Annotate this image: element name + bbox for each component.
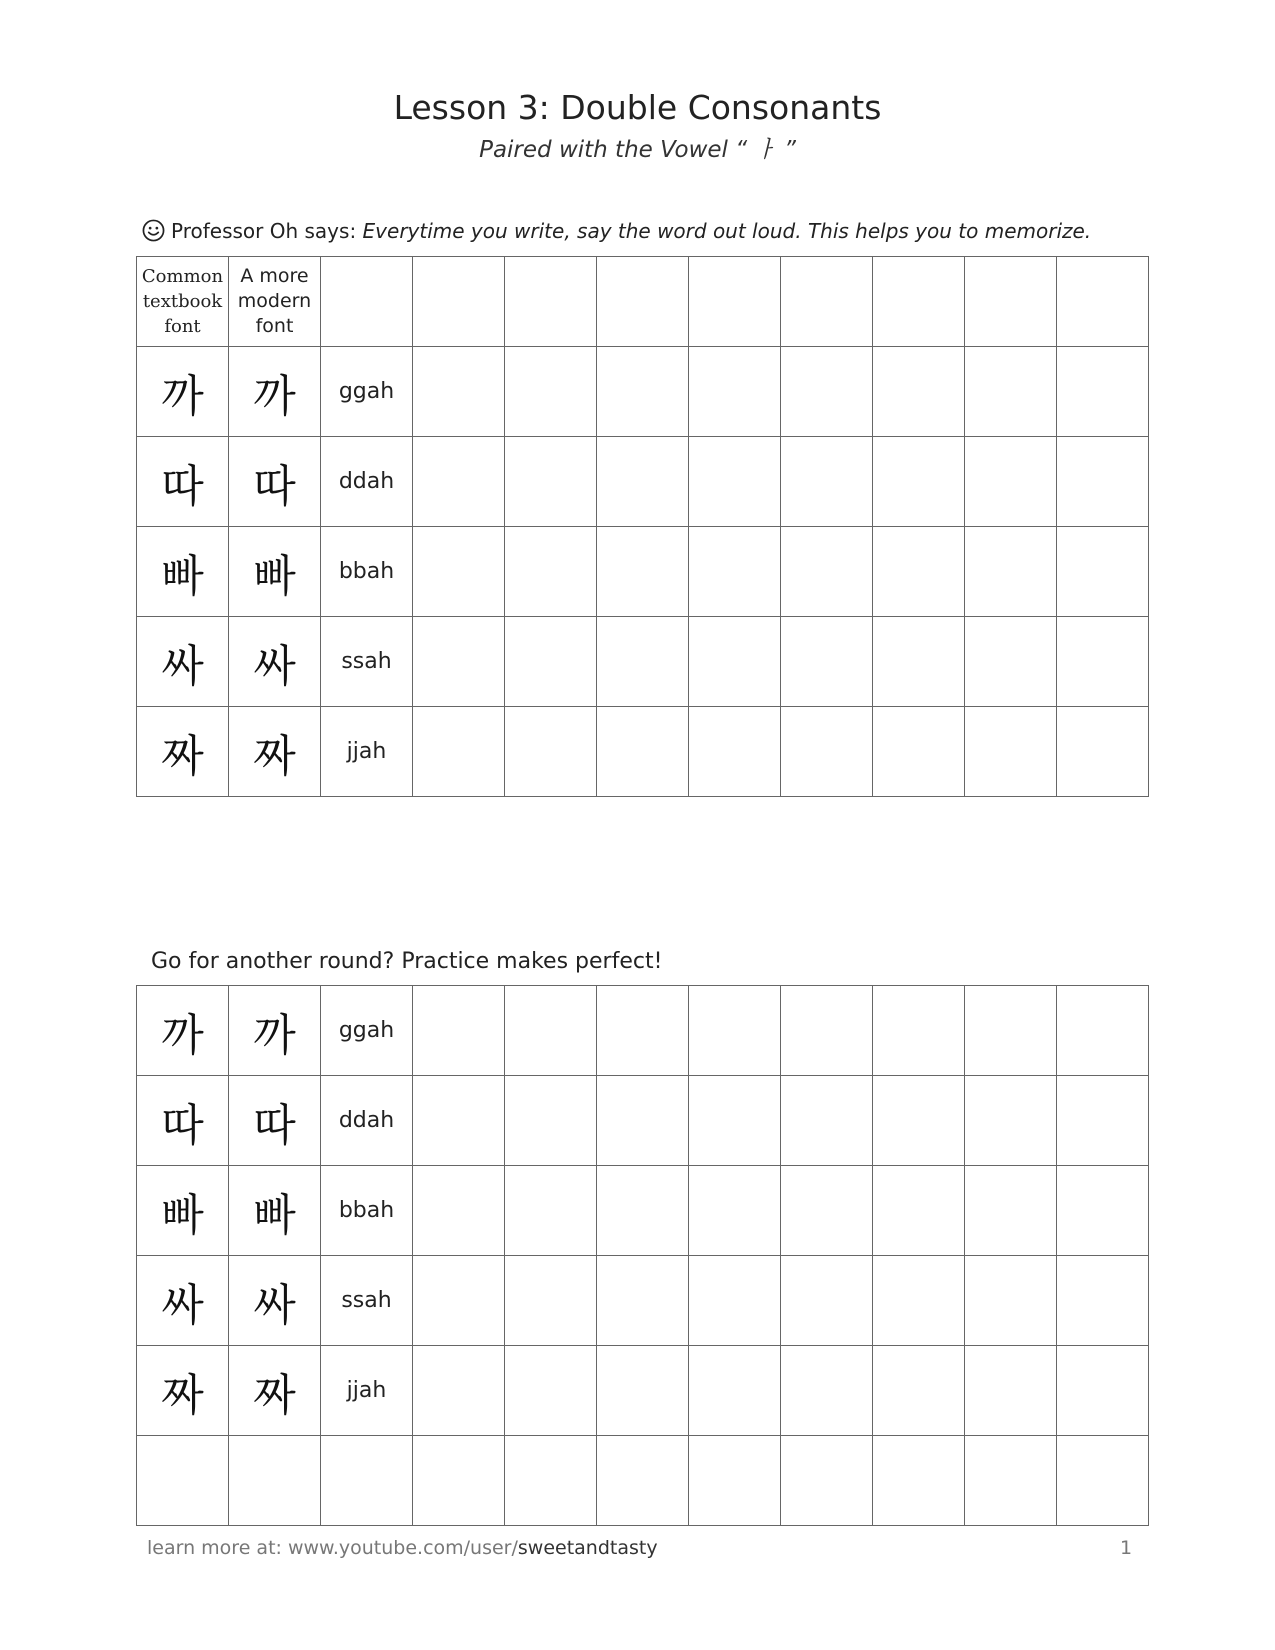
practice-row	[137, 437, 1149, 527]
header-cell-modern	[229, 257, 321, 347]
textbook-glyph: 싸	[161, 640, 204, 692]
modern-glyph: 싸	[253, 640, 296, 692]
blank-practice-row	[137, 1436, 1149, 1526]
practice-row	[137, 1166, 1149, 1256]
tip-label: Professor Oh says:	[171, 219, 357, 243]
textbook-glyph-cell	[137, 1346, 229, 1436]
textbook-glyph: 짜	[161, 1369, 204, 1421]
practice-cell[interactable]	[965, 1166, 1057, 1256]
practice-cell[interactable]	[689, 1076, 781, 1166]
practice-cell[interactable]	[965, 1076, 1057, 1166]
textbook-glyph-cell	[137, 707, 229, 797]
practice-cell[interactable]	[873, 1256, 965, 1346]
textbook-glyph: 싸	[161, 1279, 204, 1331]
practice-cell[interactable]	[413, 257, 505, 347]
practice-cell[interactable]	[965, 1256, 1057, 1346]
romanization: ddah	[338, 1108, 395, 1133]
practice-cell[interactable]	[689, 437, 781, 527]
practice-cell[interactable]	[689, 707, 781, 797]
practice-cell[interactable]	[505, 1436, 597, 1526]
practice-cell[interactable]	[781, 986, 873, 1076]
practice-cell[interactable]	[1057, 707, 1149, 797]
romanization-cell	[321, 1256, 413, 1346]
romanization-cell	[321, 437, 413, 527]
modern-glyph: 빠	[253, 1189, 296, 1241]
textbook-glyph-cell	[137, 1166, 229, 1256]
footer-channel: sweetandtasty	[517, 1537, 658, 1559]
practice-cell[interactable]	[597, 707, 689, 797]
romanization-cell	[321, 1166, 413, 1256]
modern-glyph: 따	[253, 460, 296, 512]
practice-cell[interactable]	[413, 527, 505, 617]
practice-cell[interactable]	[873, 707, 965, 797]
practice-cell[interactable]	[873, 1166, 965, 1256]
page-subtitle: Paired with the Vowel “ ㅏ ”	[479, 137, 796, 163]
modern-glyph: 까	[253, 370, 296, 422]
practice-cell[interactable]	[413, 707, 505, 797]
practice-cell[interactable]	[505, 257, 597, 347]
practice-cell[interactable]	[689, 1346, 781, 1436]
header-cell-textbook	[137, 257, 229, 347]
practice-cell[interactable]	[965, 1436, 1057, 1526]
practice-cell[interactable]	[873, 437, 965, 527]
page-number: 1	[1120, 1537, 1133, 1559]
practice-cell[interactable]	[505, 986, 597, 1076]
practice-cell[interactable]	[597, 1436, 689, 1526]
practice-cell[interactable]	[781, 1436, 873, 1526]
textbook-glyph: 까	[161, 370, 204, 422]
practice-cell[interactable]	[1057, 257, 1149, 347]
modern-glyph: 짜	[253, 1369, 296, 1421]
romanization: ggah	[338, 1018, 395, 1043]
smiley-face-icon	[142, 219, 165, 242]
practice-cell[interactable]	[1057, 437, 1149, 527]
textbook-glyph: 빠	[161, 1189, 204, 1241]
practice-cell[interactable]	[781, 527, 873, 617]
practice-cell[interactable]	[597, 986, 689, 1076]
practice-cell[interactable]	[597, 527, 689, 617]
practice-cell[interactable]	[413, 347, 505, 437]
practice-cell[interactable]	[1057, 986, 1149, 1076]
practice-cell[interactable]	[965, 617, 1057, 707]
practice-cell[interactable]	[413, 986, 505, 1076]
modern-glyph-cell	[229, 617, 321, 707]
practice-cell[interactable]	[505, 617, 597, 707]
modern-glyph: 짜	[253, 730, 296, 782]
romanization-cell	[321, 527, 413, 617]
romanization: bbah	[338, 1198, 395, 1223]
practice-cell[interactable]	[965, 1346, 1057, 1436]
practice-cell[interactable]	[413, 617, 505, 707]
practice-cell[interactable]	[505, 437, 597, 527]
romanization: ggah	[338, 379, 395, 404]
romanization-cell	[321, 347, 413, 437]
practice-row	[137, 527, 1149, 617]
practice-cell[interactable]	[1057, 617, 1149, 707]
textbook-glyph-cell	[137, 347, 229, 437]
practice-cell[interactable]	[229, 1436, 321, 1526]
practice-cell[interactable]	[597, 257, 689, 347]
practice-cell[interactable]	[689, 257, 781, 347]
practice-cell[interactable]	[689, 1256, 781, 1346]
practice-cell[interactable]	[1057, 347, 1149, 437]
practice-cell[interactable]	[781, 257, 873, 347]
practice-cell[interactable]	[597, 437, 689, 527]
practice-cell[interactable]	[1057, 1076, 1149, 1166]
romanization-cell	[321, 617, 413, 707]
textbook-glyph: 따	[161, 460, 204, 512]
practice-cell[interactable]	[781, 347, 873, 437]
practice-cell[interactable]	[505, 527, 597, 617]
practice-cell[interactable]	[505, 1166, 597, 1256]
textbook-glyph: 까	[161, 1009, 204, 1061]
practice-cell[interactable]	[1057, 527, 1149, 617]
practice-cell[interactable]	[965, 527, 1057, 617]
romanization-cell	[321, 1346, 413, 1436]
tip-text: Everytime you write, say the word out loud. This helps you to memorize.	[362, 219, 1092, 243]
header-textbook-font-label: Common textbook font	[141, 266, 224, 337]
practice-cell[interactable]	[597, 617, 689, 707]
practice-cell[interactable]	[321, 257, 413, 347]
practice-cell[interactable]	[689, 617, 781, 707]
practice-cell[interactable]	[781, 1256, 873, 1346]
practice-row	[137, 986, 1149, 1076]
practice-cell[interactable]	[597, 1256, 689, 1346]
textbook-glyph-cell	[137, 986, 229, 1076]
romanization: jjah	[346, 739, 387, 764]
practice-cell[interactable]	[505, 707, 597, 797]
textbook-glyph-cell	[137, 1076, 229, 1166]
practice-cell[interactable]	[965, 257, 1057, 347]
practice-cell[interactable]	[413, 1346, 505, 1436]
practice-cell[interactable]	[505, 1346, 597, 1436]
modern-glyph: 빠	[253, 550, 296, 602]
practice-cell[interactable]	[689, 1166, 781, 1256]
practice-cell[interactable]	[689, 347, 781, 437]
practice-cell[interactable]	[873, 347, 965, 437]
header-row	[137, 257, 1149, 347]
modern-glyph-cell	[229, 1076, 321, 1166]
practice-cell[interactable]	[873, 257, 965, 347]
practice-cell[interactable]	[781, 617, 873, 707]
practice-cell[interactable]	[781, 1166, 873, 1256]
modern-glyph-cell	[229, 347, 321, 437]
practice-row	[137, 1076, 1149, 1166]
practice-cell[interactable]	[1057, 1256, 1149, 1346]
another-round-prompt: Go for another round? Practice makes perfect!	[151, 949, 663, 974]
textbook-glyph-cell	[137, 617, 229, 707]
modern-glyph-cell	[229, 1166, 321, 1256]
practice-cell[interactable]	[781, 707, 873, 797]
romanization: bbah	[338, 559, 395, 584]
practice-grid-2	[136, 985, 1149, 1526]
practice-cell[interactable]	[781, 1076, 873, 1166]
practice-cell[interactable]	[873, 527, 965, 617]
practice-cell[interactable]	[781, 437, 873, 527]
modern-glyph: 싸	[253, 1279, 296, 1331]
romanization: ssah	[341, 649, 392, 674]
practice-cell[interactable]	[689, 986, 781, 1076]
practice-cell[interactable]	[873, 1346, 965, 1436]
romanization: jjah	[346, 1378, 387, 1403]
practice-cell[interactable]	[597, 347, 689, 437]
textbook-glyph-cell	[137, 437, 229, 527]
modern-glyph-cell	[229, 986, 321, 1076]
practice-cell[interactable]	[413, 1076, 505, 1166]
practice-cell[interactable]	[321, 1436, 413, 1526]
practice-cell[interactable]	[689, 1436, 781, 1526]
practice-cell[interactable]	[413, 437, 505, 527]
practice-cell[interactable]	[965, 707, 1057, 797]
practice-cell[interactable]	[873, 986, 965, 1076]
practice-cell[interactable]	[413, 1436, 505, 1526]
textbook-glyph-cell	[137, 1256, 229, 1346]
practice-cell[interactable]	[137, 1436, 229, 1526]
practice-row	[137, 707, 1149, 797]
practice-cell[interactable]	[873, 1076, 965, 1166]
practice-row	[137, 347, 1149, 437]
modern-glyph-cell	[229, 437, 321, 527]
romanization: ddah	[338, 469, 395, 494]
textbook-glyph: 짜	[161, 730, 204, 782]
practice-cell[interactable]	[597, 1166, 689, 1256]
practice-cell[interactable]	[1057, 1166, 1149, 1256]
practice-row	[137, 1256, 1149, 1346]
textbook-glyph: 따	[161, 1099, 204, 1151]
practice-cell[interactable]	[873, 1436, 965, 1526]
modern-glyph: 까	[253, 1009, 296, 1061]
modern-glyph-cell	[229, 1346, 321, 1436]
textbook-glyph-cell	[137, 527, 229, 617]
practice-row	[137, 617, 1149, 707]
romanization-cell	[321, 1076, 413, 1166]
romanization-cell	[321, 707, 413, 797]
practice-cell[interactable]	[505, 1256, 597, 1346]
romanization: ssah	[341, 1288, 392, 1313]
modern-glyph: 따	[253, 1099, 296, 1151]
header-modern-font-label: A more modern font	[237, 265, 312, 337]
practice-cell[interactable]	[873, 617, 965, 707]
modern-glyph-cell	[229, 707, 321, 797]
professor-tip	[142, 219, 1091, 243]
page-title: Lesson 3: Double Consonants	[393, 88, 882, 127]
practice-cell[interactable]	[965, 347, 1057, 437]
footer-link[interactable]	[147, 1537, 658, 1559]
practice-cell[interactable]	[965, 437, 1057, 527]
modern-glyph-cell	[229, 527, 321, 617]
practice-cell[interactable]	[413, 1166, 505, 1256]
practice-cell[interactable]	[505, 347, 597, 437]
practice-grid-1	[136, 256, 1149, 797]
practice-cell[interactable]	[781, 1346, 873, 1436]
footer-prefix: learn more at: www.youtube.com/user/	[147, 1537, 518, 1559]
romanization-cell	[321, 986, 413, 1076]
textbook-glyph: 빠	[161, 550, 204, 602]
modern-glyph-cell	[229, 1256, 321, 1346]
practice-cell[interactable]	[597, 1346, 689, 1436]
practice-cell[interactable]	[597, 1076, 689, 1166]
practice-cell[interactable]	[413, 1256, 505, 1346]
practice-row	[137, 1346, 1149, 1436]
practice-cell[interactable]	[1057, 1346, 1149, 1436]
practice-cell[interactable]	[1057, 1436, 1149, 1526]
practice-cell[interactable]	[505, 1076, 597, 1166]
practice-cell[interactable]	[965, 986, 1057, 1076]
practice-cell[interactable]	[689, 527, 781, 617]
